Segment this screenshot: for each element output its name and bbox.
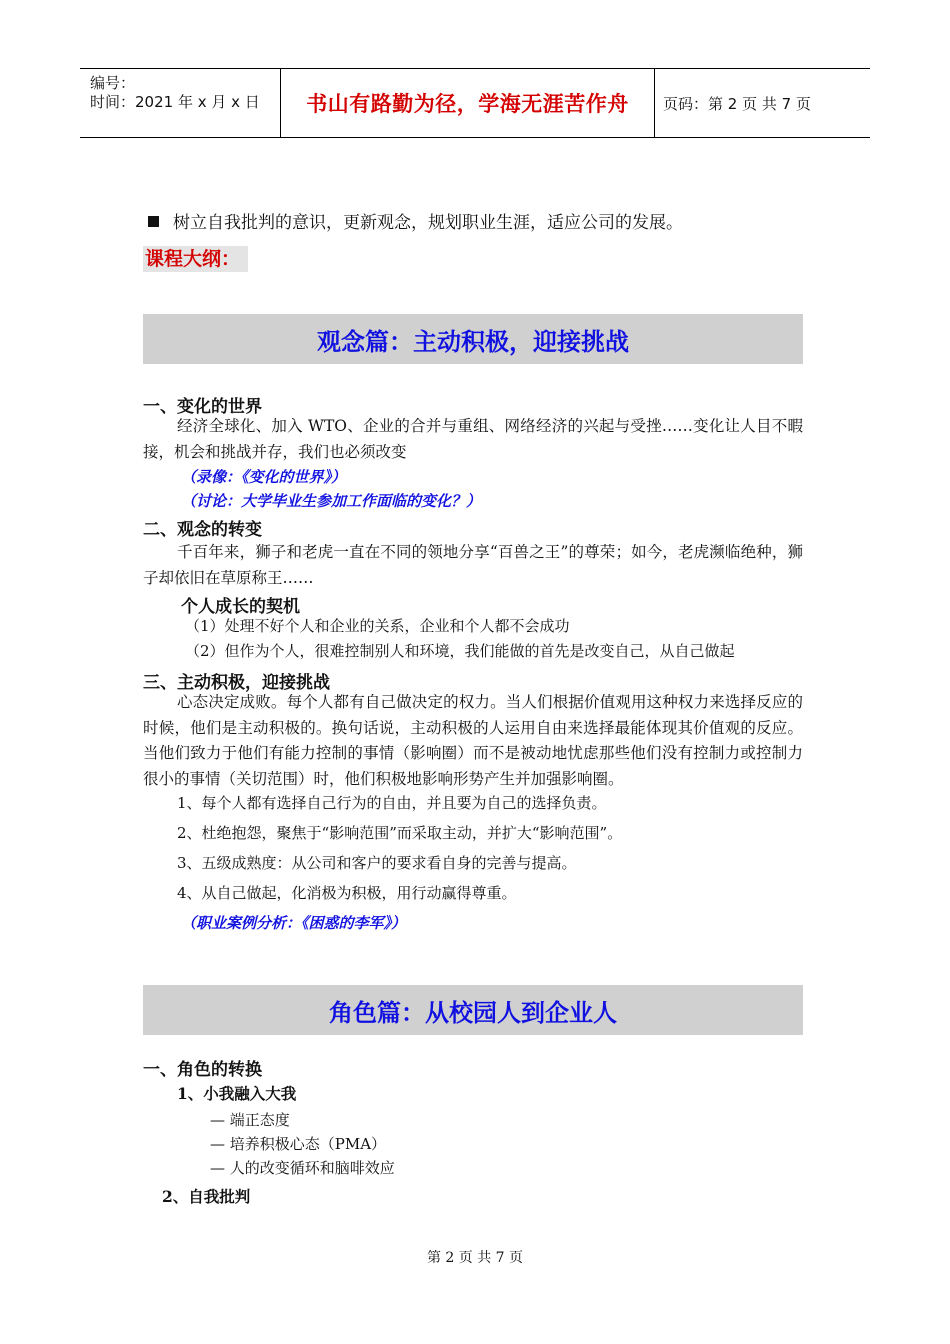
growth-item-1: （1）处理不好个人和企业的关系，企业和个人都不会成功 (185, 617, 570, 635)
dash-item-attitude: — 端正态度 (210, 1111, 290, 1129)
date-label: 时间：2021 年 x 月 x 日 (90, 93, 260, 111)
note-case-analysis: （职业案例分析：《困惑的李军》） (181, 914, 407, 932)
header-left-cell (80, 69, 280, 137)
heading-proactive: 三、主动积极，迎接挑战 (143, 673, 330, 693)
heading-concept-change: 二、观念的转变 (143, 520, 262, 540)
paragraph-changing-world: 经济全球化、加入 WTO、企业的合并与重组、网络经济的兴起与受挫……变化让人目不暇接，机会和挑战并存，我们也必须改变 (143, 417, 803, 461)
intro-bullet-text: 树立自我批判的意识，更新观念，规划职业生涯，适应公司的发展。 (173, 213, 683, 233)
paragraph-lion-tiger: 千百年来，狮子和老虎一直在不同的领地分享“百兽之王”的尊荣；如今，老虎濒临绝种，狮子却依旧在草原称王…… (143, 543, 803, 587)
note-video: （录像：《变化的世界》） (181, 468, 347, 486)
dash-item-change-cycle: — 人的改变循环和脑啡效应 (210, 1159, 395, 1177)
subheading-growth-opportunity: 个人成长的契机 (181, 597, 300, 617)
header-motto-cell (280, 69, 655, 137)
subheading-small-self: 1、小我融入大我 (177, 1084, 297, 1103)
dash-item-pma: — 培养积极心态（PMA） (210, 1135, 387, 1153)
heading-changing-world: 一、变化的世界 (143, 397, 262, 417)
heading-role-transition: 一、角色的转换 (143, 1060, 262, 1080)
proactive-list-item-3: 3、五级成熟度：从公司和客户的要求看自身的完善与提高。 (177, 854, 577, 872)
section-banner-role: 角色篇：从校园人到企业人 (143, 985, 803, 1035)
section-banner-concept: 观念篇：主动积极，迎接挑战 (143, 314, 803, 364)
header-page-cell (655, 69, 870, 137)
header-motto: 书山有路勤为径，学海无涯苦作舟 (306, 92, 629, 116)
page-header (80, 68, 870, 138)
course-outline-title: 课程大纲： (143, 246, 248, 272)
subheading-self-criticism: 2、自我批判 (162, 1187, 251, 1206)
page-footer: 第 2 页 共 7 页 (426, 1250, 524, 1266)
growth-item-2: （2）但作为个人，很难控制别人和环境，我们能做的首先是改变自己，从自己做起 (185, 642, 735, 660)
header-page-number: 页码：第 2 页 共 7 页 (663, 94, 811, 113)
proactive-list-item-4: 4、从自己做起，化消极为积极，用行动赢得尊重。 (177, 884, 517, 902)
proactive-list-item-2: 2、杜绝抱怨，聚焦于“影响范围”而采取主动，并扩大“影响范围”。 (177, 824, 623, 842)
note-discussion: （讨论：大学毕业生参加工作面临的变化？） (181, 492, 482, 510)
square-bullet-icon (148, 216, 159, 227)
proactive-list-item-1: 1、每个人都有选择自己行为的自由，并且要为自己的选择负责。 (177, 794, 607, 812)
document-number-label: 编号： (90, 74, 136, 92)
intro-bullet-item (148, 208, 683, 233)
paragraph-proactive: 心态决定成败。每个人都有自己做决定的权力。当人们根据价值观用这种权力来选择反应的时候，他们是主动积极的。换句话说，主动积极的人运用自由来选择最能体现其价值观的反应。当他们致力于他们有能力控制的事情（影响圈）而不是被动地忧虑那些他们没有控制力或控制力很小的事情（关切范围）时，他们积极地影响形势产生并加强影响圈。 (143, 693, 803, 788)
